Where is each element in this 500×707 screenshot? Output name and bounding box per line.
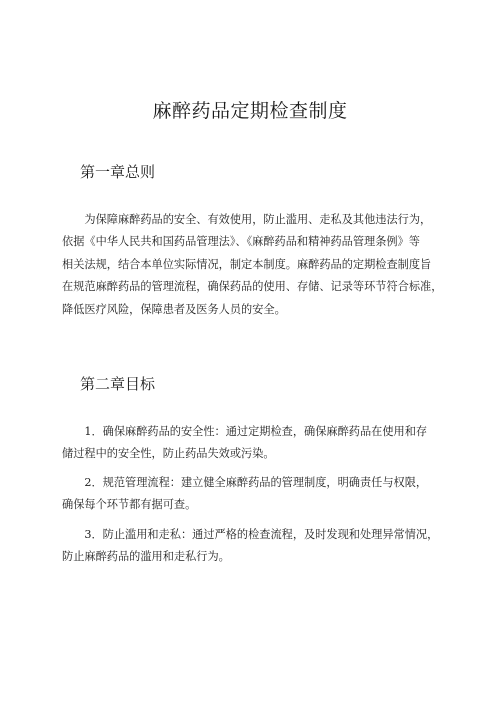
document-title: 麻醉药品定期检查制度 (152, 100, 348, 122)
paragraph-line: 依据《中华人民共和国药品管理法》、《麻醉药品和精神药品管理条例》等 (62, 235, 420, 249)
goal-item-1 (62, 421, 452, 464)
list-item-line: 储过程中的安全性，防止药品失效或污染。 (62, 446, 275, 460)
list-item-line: 1．确保麻醉药品的安全性：通过定期检查，确保麻醉药品在使用和存 (62, 425, 428, 438)
chapter-2-heading: 第二章目标 (80, 375, 156, 393)
paragraph-line: 相关法规，结合本单位实际情况，制定本制度。麻醉药品的定期检查制度旨 (62, 257, 432, 271)
paragraph-line: 降低医疗风险，保障患者及医务人员的安全。 (62, 302, 286, 316)
chapter-1-heading: 第一章总则 (80, 163, 156, 181)
chapter-1-paragraph (62, 209, 450, 321)
paragraph-line: 在规范麻醉药品的管理流程，确保药品的使用、存储、记录等环节符合标准， (62, 280, 443, 294)
goal-item-2 (62, 472, 452, 515)
list-item-line: 2．规范管理流程：建立健全麻醉药品的管理制度，明确责任与权限， (62, 476, 428, 489)
paragraph-line: 为保障麻醉药品的安全、有效使用，防止滥用、走私及其他违法行为， (62, 213, 432, 226)
list-item-line: 防止麻醉药品的滥用和走私行为。 (62, 549, 230, 563)
list-item-line: 确保每个环节都有据可查。 (62, 497, 197, 511)
goal-item-3 (62, 524, 452, 567)
list-item-line: 3．防止滥用和走私：通过严格的检查流程，及时发现和处理异常情况， (62, 528, 439, 541)
